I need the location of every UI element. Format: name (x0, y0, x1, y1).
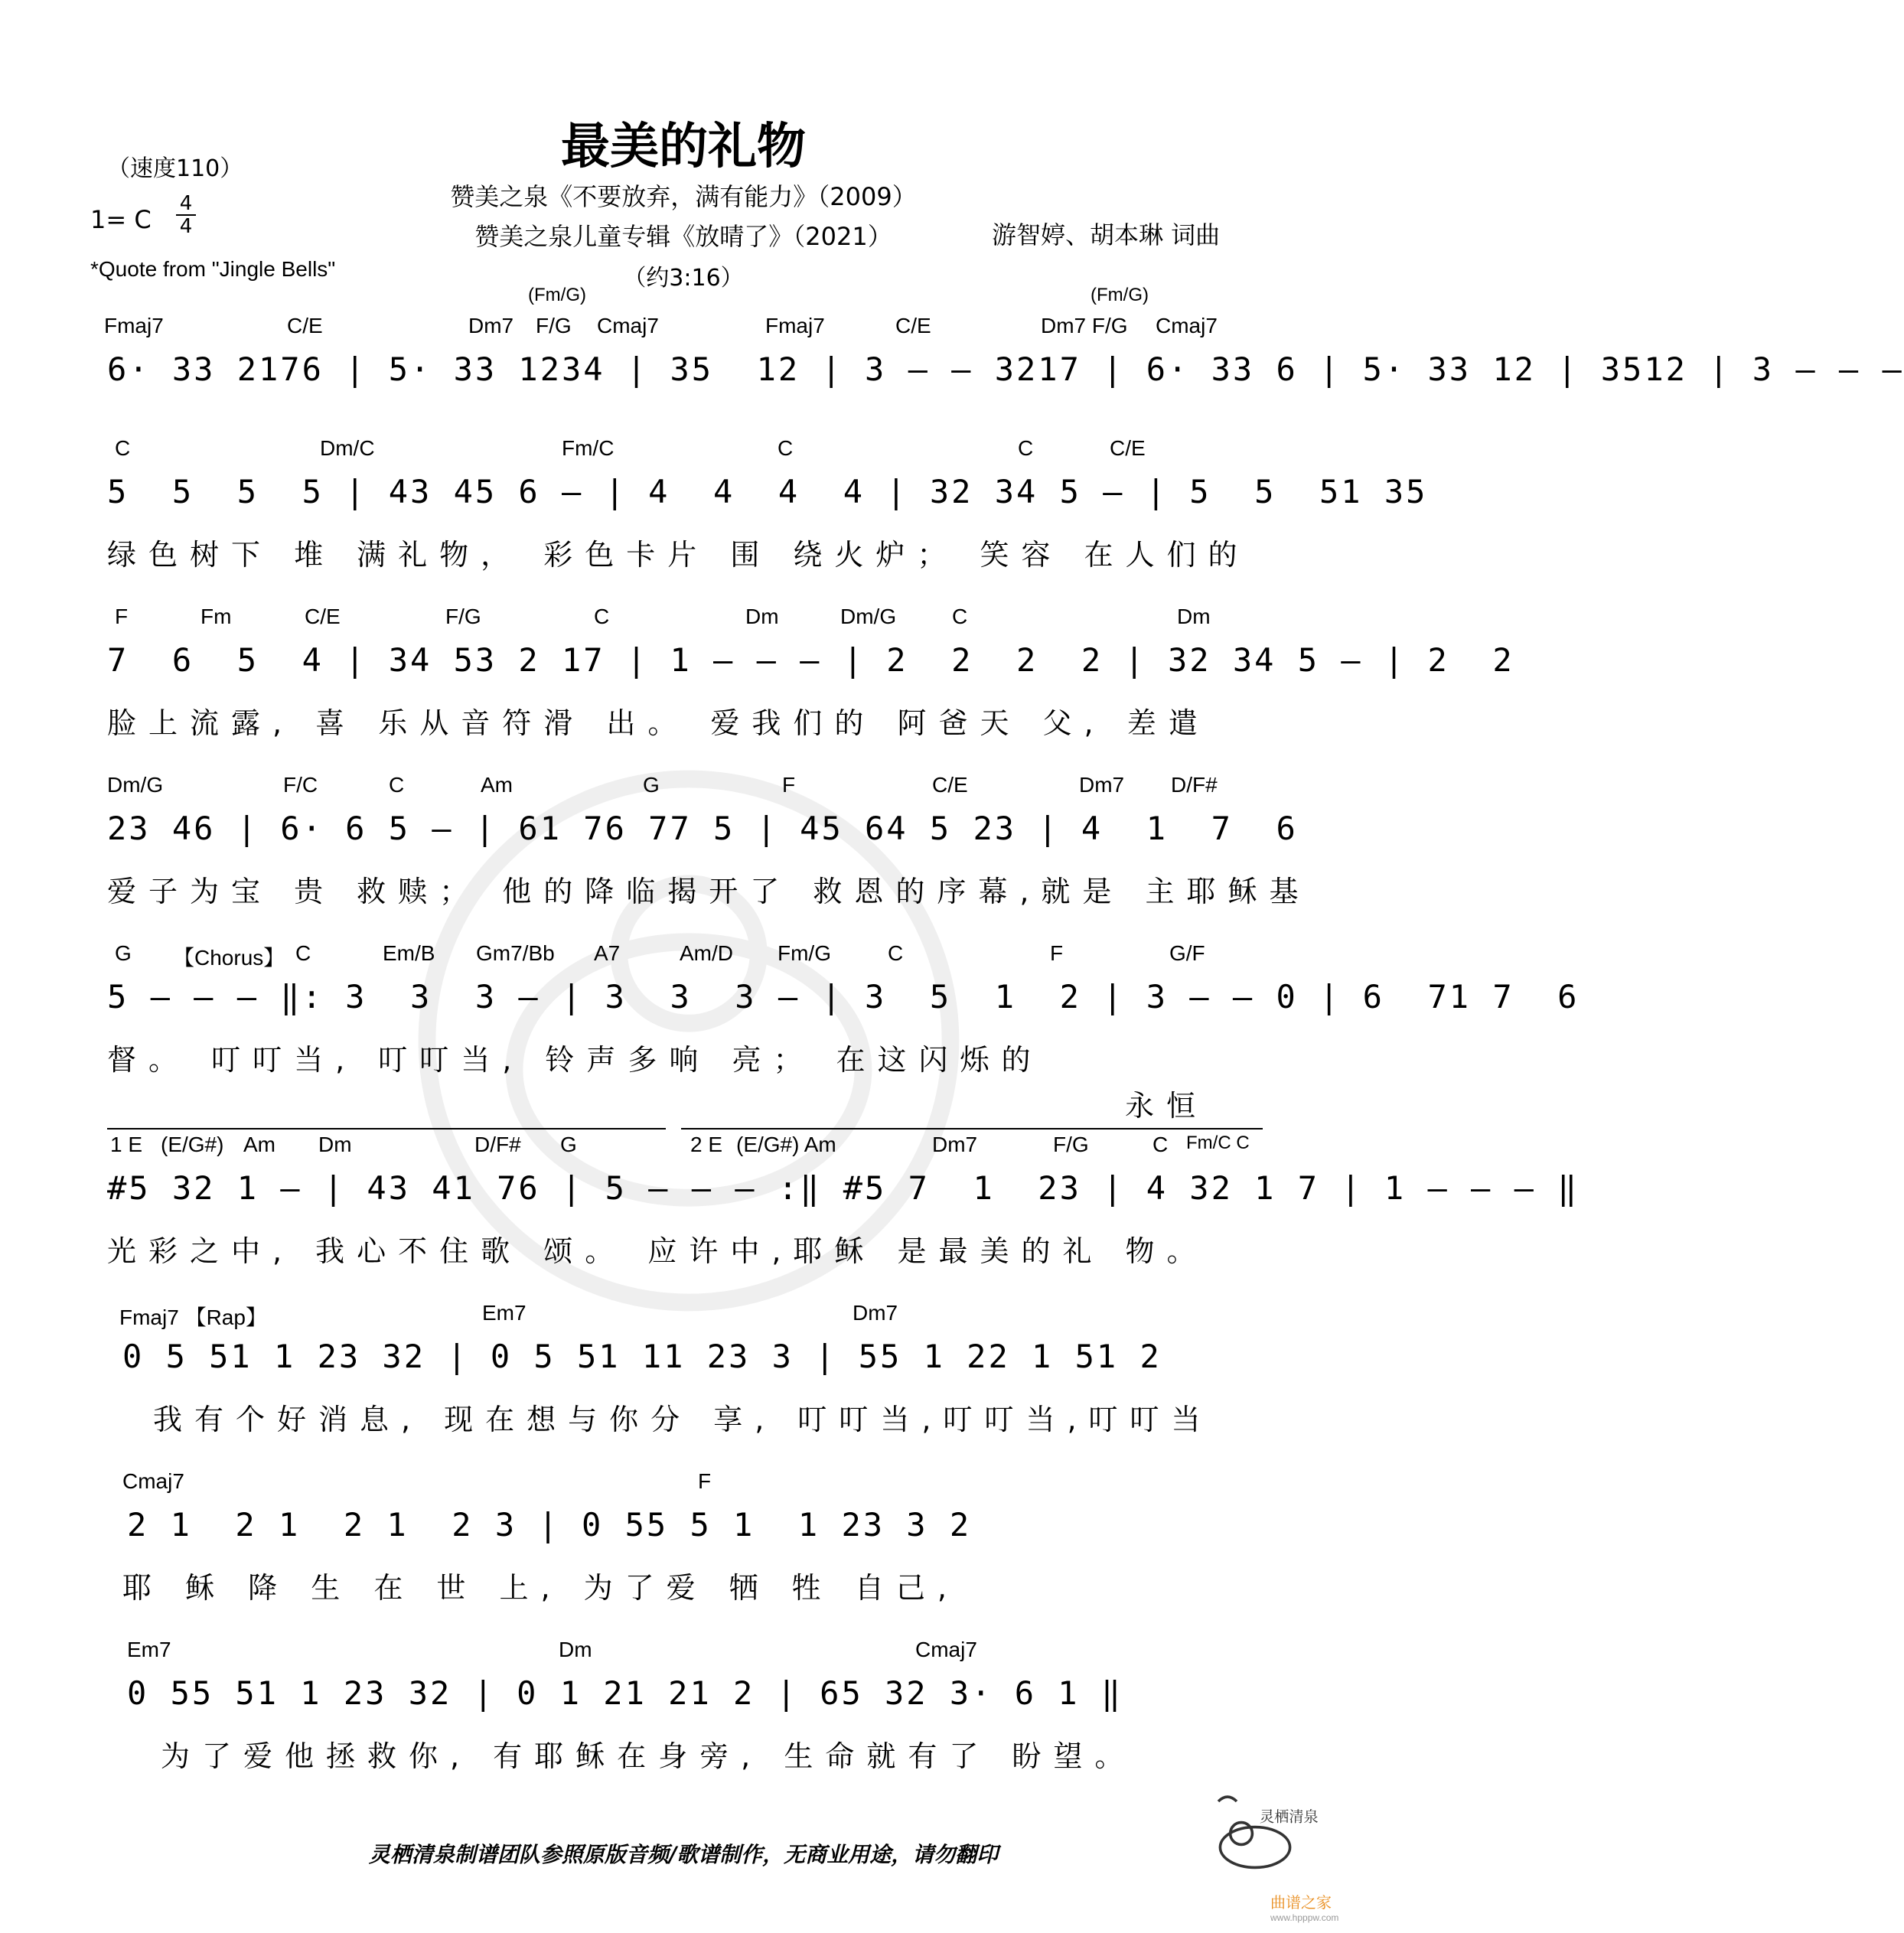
lyrics-line: 爱子为宝 贵 救赎； 他的降临揭开了 救恩的序幕,就是 主耶稣基 (107, 875, 1311, 908)
site-brand: 曲谱之家 (1270, 1895, 1332, 1912)
meter-top: 4 (176, 193, 196, 216)
chord-symbol: Em7 (127, 1638, 171, 1661)
chord-symbol: D/F# (474, 1133, 521, 1156)
chord-symbol: F/G (1053, 1133, 1089, 1156)
chord-symbol: Dm/G (840, 605, 897, 628)
lyrics-line: 我有个好消息, 现在想与你分 享, 叮叮当,叮叮当,叮叮当 (153, 1403, 1213, 1436)
jianpu-notes: 6· 33 2176 | 5· 33 1234 | 35 12 | 3 — — 3217 | 6· 33 6 | 5· 33 12 | 3512 | 3 — — — (107, 350, 1904, 388)
lingqi-logo-icon (1209, 1783, 1319, 1875)
chord-symbol: Am (481, 773, 513, 797)
first-ending-bracket (107, 1128, 666, 1129)
chord-symbol: C/E (895, 314, 931, 337)
chord-symbol: Dm/G (107, 773, 164, 797)
lyrics-line: 绿色树下 堆 满礼物， 彩色卡片 围 绕火炉； 笑容 在人们的 (107, 538, 1250, 572)
score-system-5 (0, 941, 1580, 1125)
jianpu-notes: 5 5 5 5 | 43 45 6 — | 4 4 4 4 | 32 34 5 — | 5 5 51 35 (107, 473, 1428, 510)
chord-symbol: F (1050, 941, 1064, 965)
chord-symbol: (E/G#) Am (736, 1133, 836, 1156)
notation-line (107, 810, 1298, 863)
lyrics-line: 督。 叮叮当, 叮叮当, 铃声多响 亮； 在这闪烁的 (107, 1043, 1043, 1077)
jianpu-notes: #5 32 1 — | 43 41 76 | 5 — — — :‖ #5 7 1 23 | 4 32 1 7 | 1 — — — ‖ (107, 1169, 1580, 1207)
chord-symbol: G (115, 941, 132, 965)
chord-symbol: F/C (283, 773, 318, 797)
chord-symbol: F (782, 773, 796, 797)
chord-symbol: F/G (445, 605, 481, 628)
chord-symbol: C (115, 436, 131, 460)
chord-symbol: F/G (536, 314, 572, 337)
chord-symbol: Fmaj7 (104, 314, 164, 337)
chord-symbol: Dm (1177, 605, 1211, 628)
chord-symbol: Dm (318, 1133, 352, 1156)
notation-line (122, 1338, 1278, 1391)
chord-symbol: Dm (559, 1638, 592, 1661)
chord-symbol: Fmaj7 (765, 314, 825, 337)
notation-line (107, 1169, 1580, 1223)
lyrics-line: 耶 稣 降 生 在 世 上, 为了爱 牺 牲 自己, (122, 1571, 959, 1605)
notation-line (107, 473, 1428, 526)
jianpu-notes: 0 55 51 1 23 32 | 0 1 21 21 2 | 65 32 3· 6 1 ‖ (127, 1674, 1123, 1712)
chord-symbol: 2 E (690, 1133, 723, 1156)
chord-symbol: Dm7 F/G (1041, 314, 1128, 337)
notation-line (107, 350, 1904, 404)
duration-label: （约3:16） (623, 265, 744, 292)
chord-symbol: Cmaj7 (1156, 314, 1218, 337)
notation-line (127, 1674, 1283, 1728)
site-watermark (1270, 1890, 1338, 1923)
chord-symbol: 1 E (110, 1133, 143, 1156)
lyrics-line: 为了爱他拯救你, 有耶稣在身旁, 生命就有了 盼望。 (161, 1739, 1136, 1773)
chord-symbol: (E/G#) (161, 1133, 224, 1156)
chord-symbol: Dm7 (853, 1301, 898, 1325)
score-system-3 (0, 605, 1514, 758)
chord-symbol: Am (243, 1133, 275, 1156)
score-system-1 (0, 285, 1904, 406)
chord-symbol: Cmaj7 (597, 314, 659, 337)
source-album-1: 赞美之泉《不要放弃，满有能力》（2009） (450, 182, 917, 211)
score-system-2 (0, 436, 1428, 589)
copyright-footer: 灵栖清泉制谱团队参照原版音频/歌谱制作，无商业用途，请勿翻印 (368, 1842, 999, 1867)
song-title: 最美的礼物 (561, 119, 806, 175)
tempo-label: （速度110） (107, 155, 243, 182)
score-system-8 (0, 1469, 1367, 1622)
chord-symbol: A7 (594, 941, 621, 965)
chord-symbol: Em7 (482, 1301, 527, 1325)
chord-symbol: Fmaj7 【Rap】 (119, 1306, 267, 1329)
chord-symbol: Dm (745, 605, 779, 628)
section-label-chorus: 【Chorus】 (173, 946, 285, 970)
chord-symbol: D/F# (1171, 773, 1218, 797)
alt-chord: (Fm/G) (528, 285, 586, 305)
jianpu-notes: 2 1 2 1 2 1 2 3 | 0 55 5 1 1 23 3 2 (127, 1506, 972, 1543)
alt-chord: (Fm/G) (1091, 285, 1149, 305)
lyrics-alt-line: 永恒 (1125, 1089, 1208, 1123)
notation-line (107, 978, 1580, 1032)
score-system-9 (0, 1638, 1367, 1791)
score-system-6 (0, 1133, 1580, 1286)
chord-symbol: F (115, 605, 129, 628)
chord-symbol: Fm/G (778, 941, 831, 965)
chord-symbol: Fm (201, 605, 232, 628)
chord-symbol: C (1153, 1133, 1169, 1156)
notation-line (127, 1506, 1283, 1560)
chord-symbol: Cmaj7 (122, 1469, 184, 1493)
chord-symbol: F (698, 1469, 712, 1493)
chord-symbol: Dm7 (468, 314, 514, 337)
chord-symbol: Am/D (680, 941, 733, 965)
lyrics-line: 脸上流露, 喜 乐从音符滑 出。 爱我们的 阿爸天 父, 差遣 (107, 706, 1210, 740)
chord-symbol: C/E (1110, 436, 1146, 460)
quote-note: *Quote from "Jingle Bells" (90, 257, 336, 281)
chord-symbol: C (888, 941, 904, 965)
key-signature: 1= C (90, 205, 152, 234)
site-url: www.hpppw.com (1270, 1912, 1339, 1923)
svg-text:灵栖清泉: 灵栖清泉 (1260, 1808, 1319, 1826)
source-album-2: 赞美之泉儿童专辑《放晴了》（2021） (474, 222, 892, 251)
chord-symbol: G (643, 773, 660, 797)
chord-symbol: Dm7 (932, 1133, 978, 1156)
chord-symbol: C (389, 773, 405, 797)
chord-symbol: G/F (1169, 941, 1205, 965)
chord-symbol: C (1018, 436, 1034, 460)
chord-symbol: C (295, 941, 311, 965)
chord-symbol: C/E (287, 314, 323, 337)
chord-symbol: Fm/C C (1186, 1133, 1250, 1153)
chord-symbol: C (778, 436, 794, 460)
chord-symbol: C (952, 605, 968, 628)
chord-symbol: Em/B (383, 941, 435, 965)
second-ending-bracket (681, 1128, 1263, 1129)
chord-symbol: C (594, 605, 610, 628)
jianpu-notes: 7 6 5 4 | 34 53 2 17 | 1 — — — | 2 2 2 2 | 32 34 5 — | 2 2 (107, 641, 1514, 679)
chord-symbol: C/E (305, 605, 341, 628)
chord-symbol: Dm7 (1079, 773, 1125, 797)
jianpu-notes: 0 5 51 1 23 32 | 0 5 51 11 23 3 | 55 1 22 1 51 2 (122, 1338, 1162, 1375)
chord-symbol: C/E (932, 773, 968, 797)
chord-symbol: Dm/C (320, 436, 375, 460)
authors-label: 游智婷、胡本琳 词曲 (992, 220, 1221, 249)
chord-symbol: Cmaj7 (915, 1638, 977, 1661)
notation-line (107, 641, 1514, 695)
score-system-4 (0, 773, 1367, 926)
chord-symbol: Gm7/Bb (476, 941, 555, 965)
score-system-7 (0, 1301, 1367, 1454)
lyrics-line: 光彩之中, 我心不住歌 颂。 应许中,耶稣 是最美的礼 物。 (107, 1234, 1208, 1268)
meter-bottom: 4 (179, 215, 193, 238)
jianpu-notes: 23 46 | 6· 6 5 — | 61 76 77 5 | 45 64 5 23 | 4 1 7 6 (107, 810, 1298, 847)
jianpu-notes: 5 — — — ‖: 3 3 3 — | 3 3 3 — | 3 5 1 2 | 3 — — 0 | 6 71 7 6 (107, 978, 1580, 1015)
chord-symbol: G (560, 1133, 577, 1156)
chord-symbol: Fm/C (562, 436, 615, 460)
